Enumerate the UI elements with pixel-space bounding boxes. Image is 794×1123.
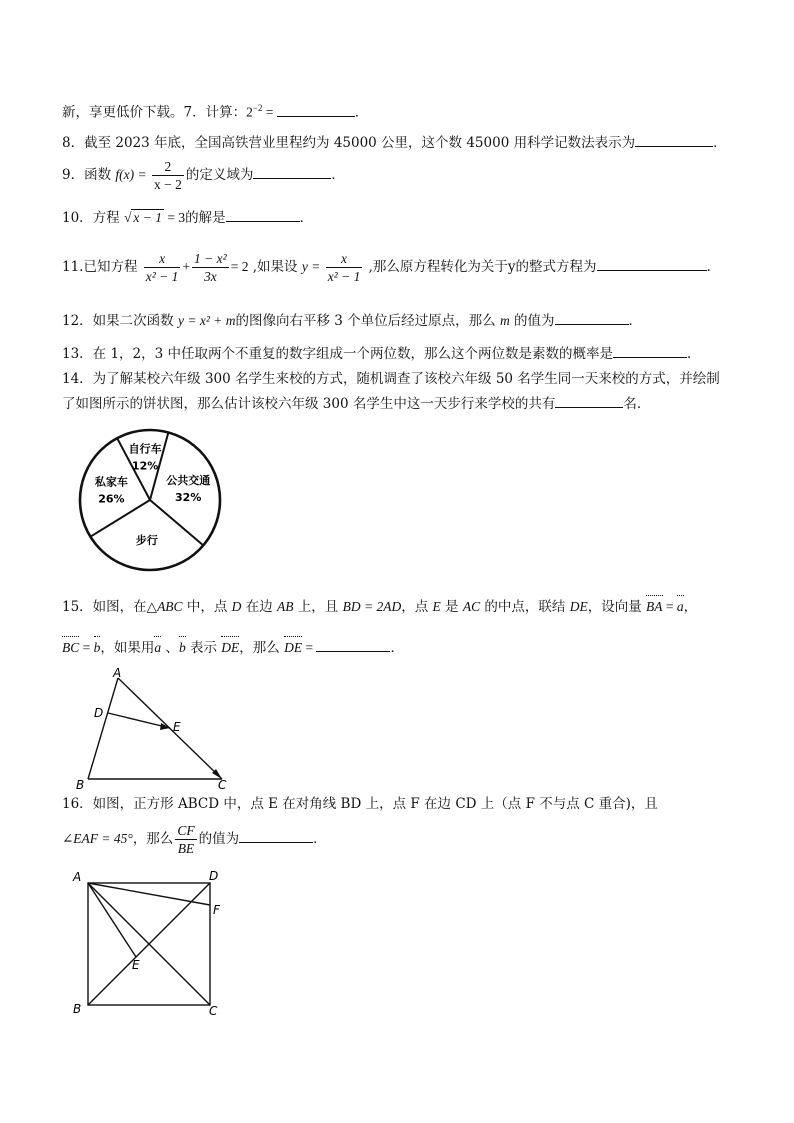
square-figure [70,865,240,1025]
label-C: C [209,1004,218,1018]
pie-slice-value: 12% [131,459,159,473]
pie-chart [72,420,232,580]
question-9: 9．函数 f(x) = $\frac{2}{x - 2}$ 的定义域为 ． [62,159,345,192]
pie-slice-value: 32% [175,491,202,505]
triangle-figure [70,665,240,795]
answer-blank[interactable] [613,343,687,358]
label-A: A [73,870,82,884]
answer-blank[interactable] [555,393,623,408]
answer-blank[interactable] [226,207,300,222]
label-D: D [209,869,219,883]
label-B: B [73,1002,82,1016]
label-D: D [94,706,104,720]
pie-slice-label: 步行 [135,533,158,547]
question-13: 13．在 1，2，3 中任取两个不重复的数字组成一个两位数，那么这个两位数是素数的概率是 ． [62,343,701,364]
sqrt-sign: √ [123,210,132,225]
answer-blank[interactable] [253,164,331,179]
label-E: E [132,958,140,972]
question-7: 新，享更低价下载。7．计算：$2^{-2}$ = ． [62,103,369,121]
fraction: $\frac{x}{\text{x² − 1}}$ [327,251,361,284]
fraction: $\frac{CF}{BE}$ [177,823,195,856]
question-14-line-2: 了如图所示的饼状图，那么估计该校六年级 300 名学生中这一天步行来学校的共有 名． [62,393,650,414]
pie-slice-label: 公共交通 [166,474,211,488]
answer-blank[interactable] [555,310,629,325]
question-16-line-1: 16．如图，正方形 ABCD 中，点 E 在对角线 BD 上，点 F 在边 CD 上（点 F 不与点 C 重合)，且 [62,796,658,812]
label-E: E [173,720,181,734]
question-8: 8．截至 2023 年底，全国高铁营业里程约为 45000 公里，这个数 45000 用科学记数法表示为 ． [62,132,727,153]
question-11: 11.已知方程 $\frac{x}{\text{x² − 1}}$ + $\frac{\text{1 − x²}}{3x}$ = 2 ,如果设 y = $\frac{x}{\text{x² − 1}}$ ,那么原方程转化为关于y的整式方程为 ． [62,251,721,284]
question-14-line-1: 14．为了解某校六年级 300 名学生来校的方式，随机调查了该校六年级 50 名学生同一天来校的方式，并绘制 [62,371,720,387]
answer-blank[interactable] [277,102,355,117]
label-A: A [113,666,122,680]
question-16-line-2: ∠EAF = 45°，那么 $\frac{CF}{BE}$ 的值为 ． [62,823,327,856]
answer-blank[interactable] [239,828,313,843]
question-12: 12．如果二次函数 y = x² + m的图像向右平移 3 个单位后经过原点，那么 m 的值为 ． [62,310,642,331]
fraction: $\frac{2}{x - 2}$ [153,159,182,192]
question-15-line-2: BC = b，如果用a 、b 表示 DE，那么 DE = ． [62,637,404,658]
pie-slice-label: 私家车 [94,475,128,489]
question-10: 10．方程 √ x − 1 = 3的解是 ． [62,207,313,228]
fraction: $\frac{x}{\text{x² − 1}}$ [145,251,179,284]
label-B: B [76,778,85,792]
fraction: $\frac{\text{1 − x²}}{3x}$ [194,251,227,284]
label-F: F [213,903,220,917]
answer-blank[interactable] [316,637,390,652]
label-C: C [218,778,227,792]
pie-slice-label: 自行车 [128,442,162,456]
question-15-line-1: 15．如图，在△ABC 中，点 D 在边 AB 上，且 BD = 2AD，点 E 是 AC 的中点，联结 DE，设向量 BA = a， [62,599,698,615]
pie-slice-value: 26% [98,492,125,506]
answer-blank[interactable] [635,132,713,147]
answer-blank[interactable] [597,256,707,271]
